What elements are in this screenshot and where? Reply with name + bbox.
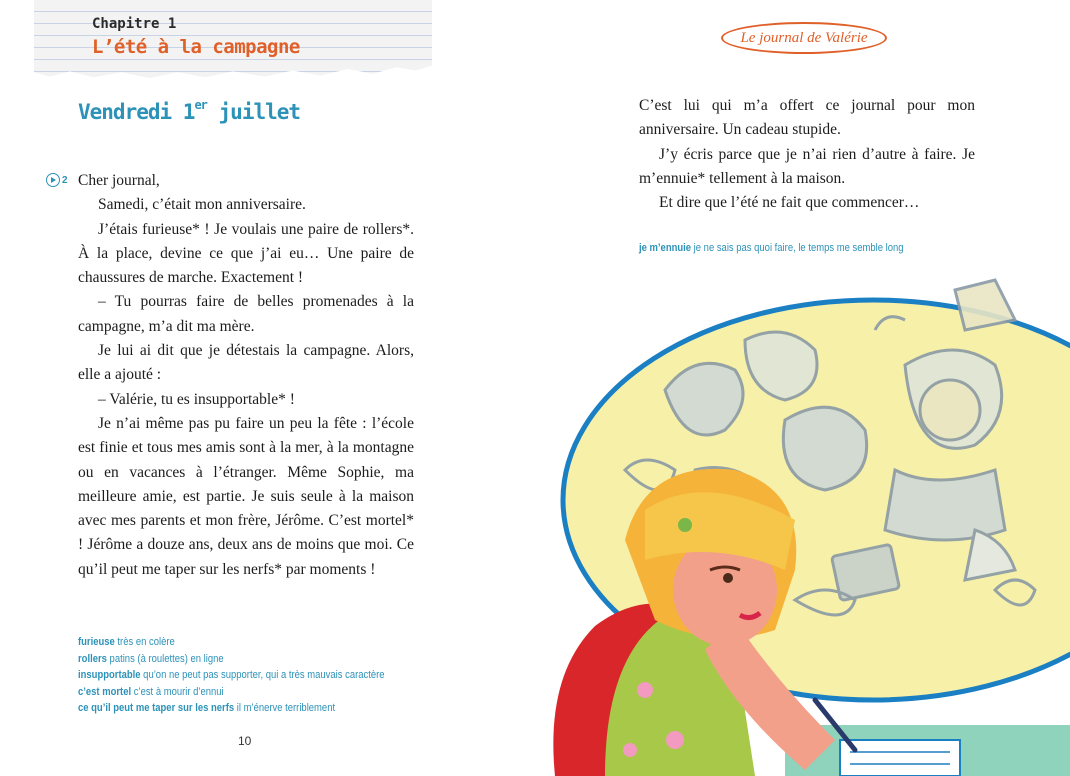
glossary-definition: c’est à mourir d’ennui [131, 685, 224, 698]
paragraph: Cher journal, [78, 172, 160, 189]
glossary-entry [78, 700, 422, 717]
journal-title-badge: Le journal de Valérie [721, 22, 887, 54]
glossary-term: c’est mortel [78, 685, 132, 698]
glossary-entry [78, 651, 422, 668]
paragraph: C’est lui qui m’a offert ce journal pour mon anniversaire. Un cadeau stupide. [639, 97, 975, 139]
paragraph: – Tu pourras faire de belles promenades à la campagne, m’a dit ma mère. [78, 293, 414, 335]
glossary-definition: qu’on ne peut pas supporter, qui a très mauvais caractère [140, 669, 385, 682]
paragraph: J’y écris parce que je n’ai rien d’autre à faire. Je m’ennuie* tellement à la maison. [639, 145, 975, 187]
paragraph: Et dire que l’été ne fait que commencer… [659, 194, 920, 212]
glossary-term: je m’ennuie [639, 242, 692, 254]
date-month: juillet [206, 100, 301, 124]
glossary-definition: patins (à roulettes) en ligne [106, 652, 224, 665]
paragraph: Je lui ai dit que je détestais la campagne. Alors, elle a ajouté : [78, 342, 414, 384]
glossary-definition: très en colère [114, 636, 175, 648]
glossary-right [639, 242, 904, 254]
paragraph: J’étais furieuse* ! Je voulais une paire de rollers*. À la place, devine ce que j’ai eu… Une paire de chaussures de marche. Exactement ! [78, 220, 414, 287]
page-number: 10 [238, 734, 252, 748]
glossary-entry [78, 634, 422, 651]
glossary-definition: il m’énerve terriblement [234, 702, 336, 715]
glossary-left [78, 634, 422, 717]
notebook [840, 740, 960, 776]
chapter-label: Chapitre 1 [92, 16, 177, 32]
glossary-definition: je ne sais pas quoi faire, le temps me semble long [691, 242, 904, 254]
glossary-entry [78, 667, 422, 684]
track-number: 2 [62, 174, 68, 186]
date-ordinal: er [194, 98, 207, 112]
diary-date-heading [78, 100, 300, 124]
left-body-text [78, 169, 414, 582]
glossary-term: furieuse [78, 636, 115, 648]
girl-daydream-illustration [535, 270, 1070, 776]
play-icon[interactable] [46, 173, 60, 187]
right-body-text [639, 94, 975, 215]
paragraph: – Valérie, tu es insupportable* ! [98, 390, 295, 408]
glossary-term: ce qu’il peut me taper sur les nerfs [78, 702, 235, 715]
audio-track-marker[interactable] [46, 173, 68, 187]
paragraph: Je n’ai même pas pu faire un peu la fête : l’école est finie et tous mes amis sont à la mer, à la montagne ou en vacances à l’étranger. Même Sophie, ma meilleure amie, est partie. Je suis seule à la maison avec mes parents et mon frère, Jérôme. C’est mortel* ! Jérôme a douze ans, deux ans de moins que moi. Ce qu’il peut me taper sur les nerfs* par moments ! [78, 414, 414, 578]
chapter-title: L’été à la campagne [92, 36, 300, 58]
date-day: Vendredi 1 [78, 100, 195, 124]
glossary-term: rollers [78, 652, 107, 665]
paragraph: Samedi, c’était mon anniversaire. [98, 196, 306, 214]
glossary-entry [78, 684, 422, 701]
glossary-term: insupportable [78, 669, 141, 682]
right-page [535, 0, 1070, 776]
